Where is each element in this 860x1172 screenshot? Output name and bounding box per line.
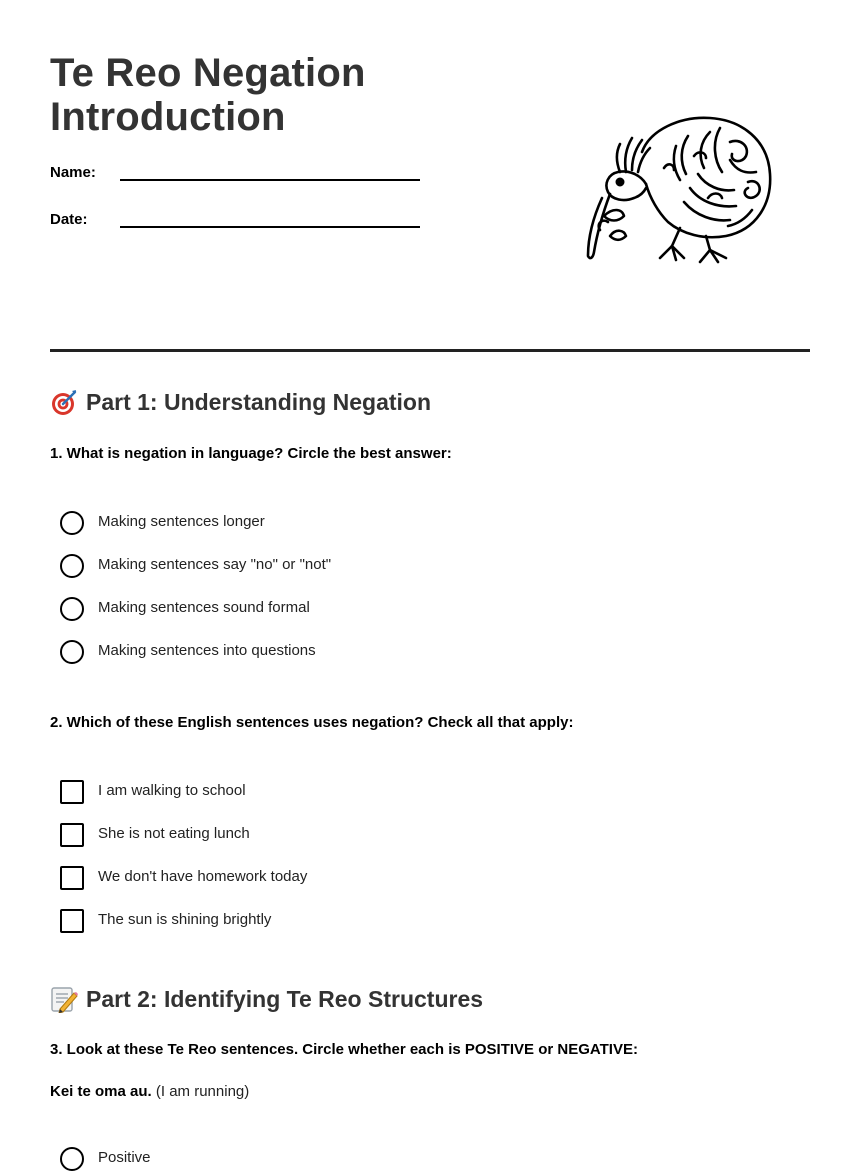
date-blank-line[interactable] <box>120 226 420 228</box>
question-3: 3. Look at these Te Reo sentences. Circle whether each is POSITIVE or NEGATIVE: <box>50 1041 638 1058</box>
question-1: 1. What is negation in language? Circle the best answer: <box>50 445 452 462</box>
kiwi-bird-illustration <box>580 112 780 264</box>
q2-option[interactable] <box>60 822 660 848</box>
date-field-row <box>50 211 470 235</box>
header-divider <box>50 349 810 352</box>
radio-circle[interactable] <box>60 640 84 664</box>
title-line-2: Introduction <box>50 95 286 139</box>
q1-option-label: Making sentences longer <box>98 513 265 530</box>
q1-option-label: Making sentences sound formal <box>98 599 310 616</box>
q2-option[interactable] <box>60 779 660 805</box>
q2-option-label: She is not eating lunch <box>98 825 250 842</box>
checkbox[interactable] <box>60 780 84 804</box>
part1-heading <box>50 388 431 416</box>
title-line-1: Te Reo Negation <box>50 51 366 95</box>
name-label: Name: <box>50 164 96 181</box>
name-blank-line[interactable] <box>120 179 420 181</box>
question-2: 2. Which of these English sentences uses negation? Check all that apply: <box>50 714 574 731</box>
q3-option[interactable] <box>60 1146 660 1172</box>
q2-option-label: I am walking to school <box>98 782 246 799</box>
q1-option[interactable] <box>60 510 660 536</box>
checkbox[interactable] <box>60 909 84 933</box>
q1-option[interactable] <box>60 639 660 665</box>
date-label: Date: <box>50 211 88 228</box>
q2-option[interactable] <box>60 908 660 934</box>
radio-circle[interactable] <box>60 554 84 578</box>
part1-heading-text: Part 1: Understanding Negation <box>86 389 432 415</box>
q3-option-label: Positive <box>98 1149 151 1166</box>
radio-circle[interactable] <box>60 511 84 535</box>
memo-pencil-icon <box>50 985 78 1013</box>
te-reo-phrase: Kei te oma au. <box>50 1083 152 1100</box>
checkbox[interactable] <box>60 866 84 890</box>
part2-heading-text: Part 2: Identifying Te Reo Structures <box>86 986 484 1012</box>
q2-option[interactable] <box>60 865 660 891</box>
page-title <box>50 51 470 139</box>
radio-circle[interactable] <box>60 597 84 621</box>
english-translation: (I am running) <box>155 1083 250 1100</box>
te-reo-sentence-1 <box>50 1082 249 1102</box>
q1-option[interactable] <box>60 596 660 622</box>
q2-option-label: The sun is shining brightly <box>98 911 272 928</box>
q1-option-label: Making sentences into questions <box>98 642 316 659</box>
target-icon <box>50 388 78 416</box>
checkbox[interactable] <box>60 823 84 847</box>
q1-option-label: Making sentences say "no" or "not" <box>98 556 332 573</box>
radio-circle[interactable] <box>60 1147 84 1171</box>
name-field-row <box>50 164 470 188</box>
q1-option[interactable] <box>60 553 660 579</box>
part2-heading <box>50 985 483 1013</box>
q2-option-label: We don't have homework today <box>98 868 308 885</box>
